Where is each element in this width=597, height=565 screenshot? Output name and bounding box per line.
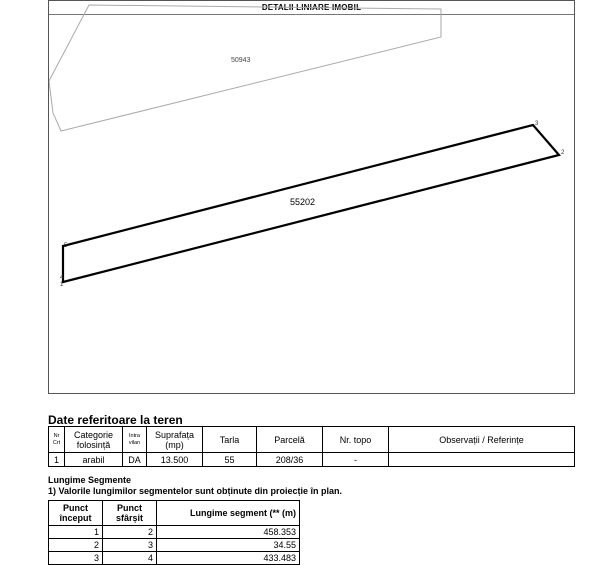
cell-categorie: arabil	[65, 453, 123, 467]
cell-nr: 1	[49, 453, 65, 467]
col-nr: Nr Crt	[49, 427, 65, 453]
cell-intravilan: DA	[123, 453, 147, 467]
vertex-label-5: 5	[64, 243, 68, 249]
col-categorie: Categorie folosință	[65, 427, 123, 453]
table-row	[49, 526, 300, 539]
cell-parcela: 208/36	[257, 453, 323, 467]
col-end-point: Punct sfârșit	[103, 501, 157, 526]
vertex-label-3: 3	[535, 121, 539, 127]
cell-length: 458.353	[157, 526, 300, 539]
cell-start: 2	[49, 539, 103, 552]
land-data-table	[48, 426, 575, 467]
cell-observatii	[389, 453, 575, 467]
col-suprafata: Suprafața (mp)	[147, 427, 203, 453]
neighbor-parcel-outline	[49, 5, 441, 131]
cell-tarla: 55	[203, 453, 257, 467]
parcel-sketch	[49, 1, 576, 395]
segments-note: 1) Valorile lungimilor segmentelor sunt obținute din proiecție în plan.	[48, 486, 343, 496]
vertex-label-1: 1	[60, 282, 64, 288]
segments-table	[48, 500, 300, 565]
neighbor-parcel-label: 50943	[231, 57, 251, 64]
parcel-label: 55202	[290, 197, 316, 207]
cell-length: 34.55	[157, 539, 300, 552]
cell-end: 4	[103, 552, 157, 565]
col-parcela: Parcelă	[257, 427, 323, 453]
cell-nr-topo: -	[323, 453, 389, 467]
cell-suprafata: 13.500	[147, 453, 203, 467]
segments-heading	[48, 475, 342, 497]
col-segment-length: Lungime segment (** (m)	[157, 501, 300, 526]
plan-title: DETALII LINIARE IMOBIL	[261, 3, 362, 12]
cell-length: 433.483	[157, 552, 300, 565]
land-section-title: Date referitoare la teren	[48, 413, 183, 427]
plan-drawing	[48, 0, 575, 394]
col-intravilan: Intra vilan	[123, 427, 147, 453]
segments-table-header	[49, 501, 300, 526]
cell-start: 3	[49, 552, 103, 565]
cell-start: 1	[49, 526, 103, 539]
cell-end: 3	[103, 539, 157, 552]
col-observatii: Observații / Referințe	[389, 427, 575, 453]
table-row	[49, 453, 575, 467]
cell-end: 2	[103, 526, 157, 539]
col-tarla: Tarla	[203, 427, 257, 453]
vertex-label-4: 4	[60, 275, 64, 281]
segments-title: Lungime Segmente	[48, 475, 132, 485]
land-table-header	[49, 427, 575, 453]
col-nr-topo: Nr. topo	[323, 427, 389, 453]
table-row	[49, 539, 300, 552]
vertex-label-2: 2	[561, 150, 565, 156]
col-start-point: Punct început	[49, 501, 103, 526]
